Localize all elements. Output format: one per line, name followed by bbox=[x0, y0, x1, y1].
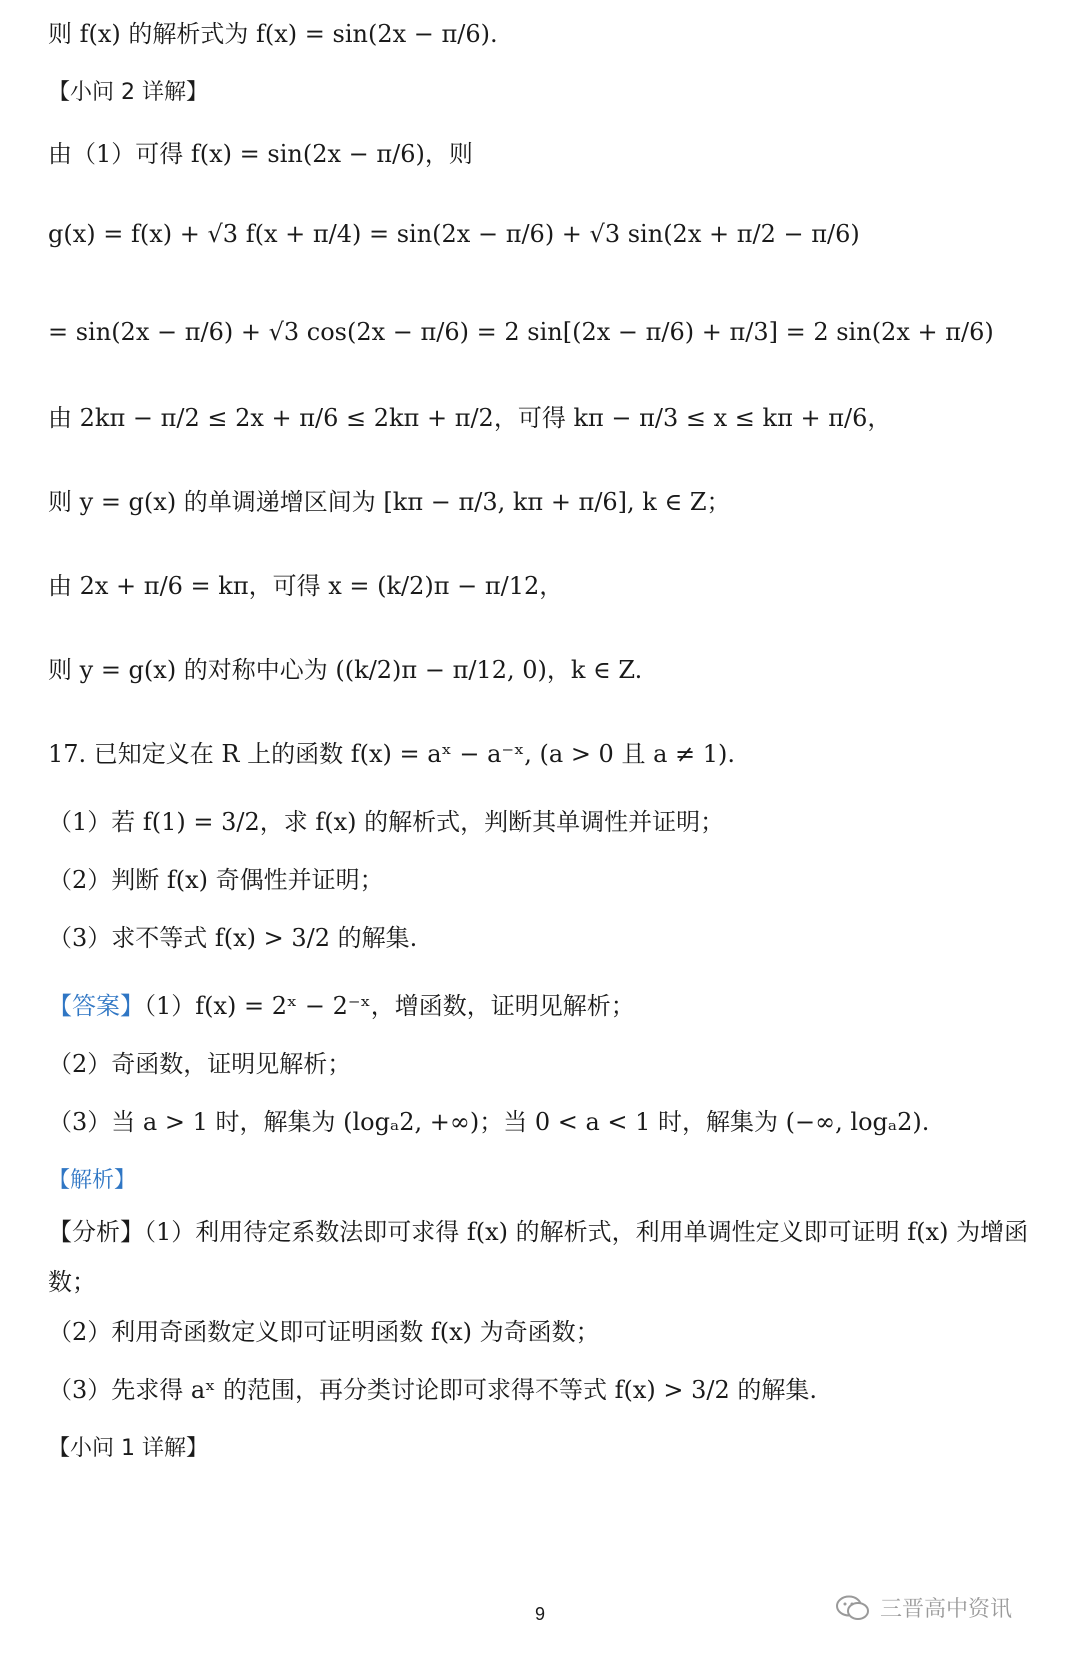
page-number: 9 bbox=[534, 1604, 545, 1624]
problem-part: （1）若 f(1) = 3/2，求 f(x) 的解析式，判断其单调性并证明； bbox=[48, 808, 725, 836]
text-line: 则 f(x) 的解析式为 f(x) = sin(2x − π/6). bbox=[48, 20, 498, 48]
answer-line bbox=[48, 994, 635, 1018]
text-line: 则 y = g(x) 的对称中心为 ((k/2)π − π/12, 0)，k ∈ Z. bbox=[48, 656, 643, 684]
analysis-line: 数； bbox=[48, 1268, 96, 1296]
text-line: 由 2x + π/6 = kπ，可得 x = (k/2)π − π/12， bbox=[48, 572, 564, 600]
analysis-label: 【解析】 bbox=[48, 1168, 137, 1193]
equation-line: = sin(2x − π/6) + √3 cos(2x − π/6) = 2 sin[(2x − π/6) + π/3] = 2 sin(2x + π/6) bbox=[48, 318, 994, 346]
analysis-line: （2）利用奇函数定义即可证明函数 f(x) 为奇函数； bbox=[48, 1318, 600, 1346]
watermark-text: 三晋高中资讯 bbox=[880, 1597, 1013, 1622]
watermark bbox=[836, 1592, 1012, 1623]
text-line: 由（1）可得 f(x) = sin(2x − π/6)，则 bbox=[48, 140, 473, 168]
analysis-line: （3）先求得 aˣ 的范围，再分类讨论即可求得不等式 f(x) > 3/2 的解集. bbox=[48, 1376, 818, 1404]
section-header: 【小问 1 详解】 bbox=[48, 1436, 208, 1461]
section-header: 【小问 2 详解】 bbox=[48, 80, 208, 105]
equation-line: g(x) = f(x) + √3 f(x + π/4) = sin(2x − π/6) + √3 sin(2x + π/2 − π/6) bbox=[48, 220, 860, 248]
answer-line: （2）奇函数，证明见解析； bbox=[48, 1050, 352, 1078]
problem-part: （2）判断 f(x) 奇偶性并证明； bbox=[48, 866, 384, 894]
wechat-icon bbox=[836, 1595, 870, 1621]
text-line: 则 y = g(x) 的单调递增区间为 [kπ − π/3, kπ + π/6], k ∈ Z； bbox=[48, 488, 731, 516]
answer-text: （1）f(x) = 2ˣ − 2⁻ˣ，增函数，证明见解析； bbox=[144, 992, 635, 1020]
answer-label: 【答案】 bbox=[48, 992, 144, 1020]
text-line: 由 2kπ − π/2 ≤ 2x + π/6 ≤ 2kπ + π/2，可得 kπ − π/3 ≤ x ≤ kπ + π/6， bbox=[48, 404, 892, 432]
analysis-line: 【分析】（1）利用待定系数法即可求得 f(x) 的解析式，利用单调性定义即可证明 f(x) 为增函 bbox=[48, 1218, 1029, 1246]
problem-part: （3）求不等式 f(x) > 3/2 的解集. bbox=[48, 924, 418, 952]
answer-line: （3）当 a > 1 时，解集为 (logₐ2, +∞)；当 0 < a < 1 时，解集为 (−∞, logₐ2). bbox=[48, 1108, 930, 1136]
problem-statement: 17. 已知定义在 R 上的函数 f(x) = aˣ − a⁻ˣ, (a > 0 且 a ≠ 1). bbox=[48, 740, 736, 768]
